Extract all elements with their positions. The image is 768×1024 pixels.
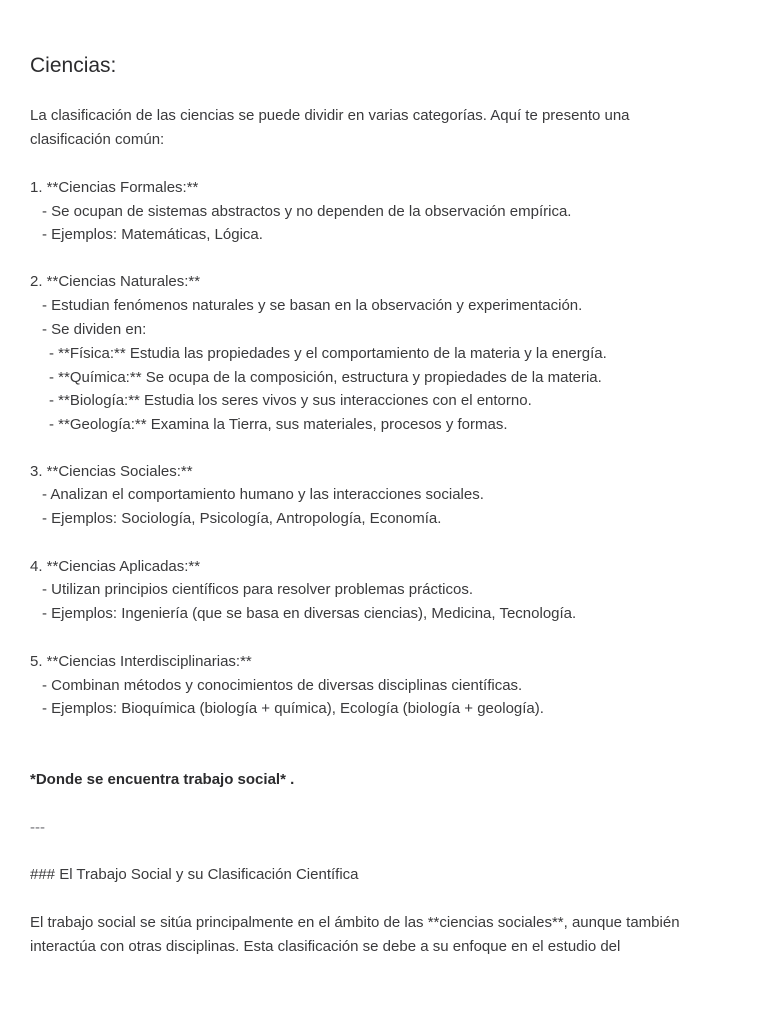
sub-list-item-quimica: - **Química:** Se ocupa de la composición, estructura y propiedades de la materia. (49, 369, 602, 386)
page-title: Ciencias: (30, 54, 117, 77)
closing-line: El trabajo social se sitúa principalmente en el ámbito de las **ciencias sociales**, aunque también (30, 914, 680, 931)
section-heading-naturales: 2. **Ciencias Naturales:** (30, 273, 201, 290)
subheading: ### El Trabajo Social y su Clasificación Científica (30, 866, 359, 883)
list-item: - Ejemplos: Ingeniería (que se basa en diversas ciencias), Medicina, Tecnología. (42, 605, 577, 622)
list-item: - Analizan el comportamiento humano y las interacciones sociales. (42, 486, 484, 503)
section-heading-sociales: 3. **Ciencias Sociales:** (30, 463, 193, 480)
sub-list-item-biologia: - **Biología:** Estudia los seres vivos y sus interacciones con el entorno. (49, 392, 532, 409)
list-item: - Utilizan principios científicos para resolver problemas prácticos. (42, 581, 474, 598)
intro-line: clasificación común: (30, 131, 165, 148)
section-heading-formales: 1. **Ciencias Formales:** (30, 179, 199, 196)
sub-list-item-geologia: - **Geología:** Examina la Tierra, sus materiales, procesos y formas. (49, 416, 508, 433)
question-line: *Donde se encuentra trabajo social* . (30, 771, 295, 788)
list-item: - Ejemplos: Bioquímica (biología + química), Ecología (biología + geología). (42, 700, 544, 717)
list-item: - Estudian fenómenos naturales y se basan en la observación y experimentación. (42, 297, 583, 314)
list-item: - Se ocupan de sistemas abstractos y no dependen de la observación empírica. (42, 203, 572, 220)
intro-line: La clasificación de las ciencias se puede dividir en varias categorías. Aquí te presento una (30, 107, 630, 124)
list-item: - Se dividen en: (42, 321, 147, 338)
closing-line: interactúa con otras disciplinas. Esta clasificación se debe a su enfoque en el estudio del (30, 938, 621, 955)
sub-list-item-fisica: - **Física:** Estudia las propiedades y el comportamiento de la materia y la energía. (49, 345, 607, 362)
list-item: - Combinan métodos y conocimientos de diversas disciplinas científicas. (42, 677, 523, 694)
section-heading-aplicadas: 4. **Ciencias Aplicadas:** (30, 558, 201, 575)
section-heading-interdisciplinarias: 5. **Ciencias Interdisciplinarias:** (30, 653, 252, 670)
list-item: - Ejemplos: Matemáticas, Lógica. (42, 226, 263, 243)
separator: --- (30, 819, 45, 836)
list-item: - Ejemplos: Sociología, Psicología, Antropología, Economía. (42, 510, 442, 527)
